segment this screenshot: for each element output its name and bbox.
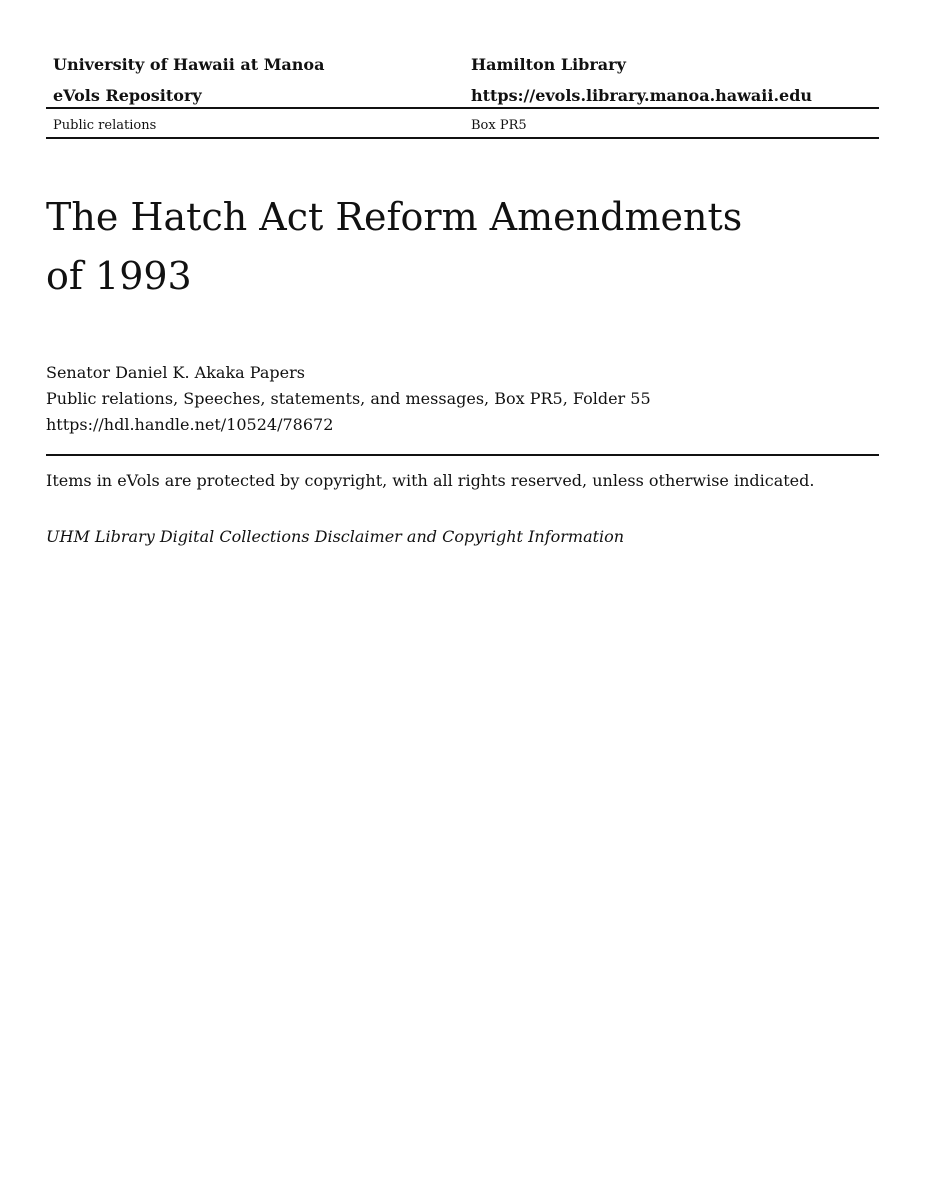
collection-series: Public relations xyxy=(53,118,157,133)
header-divider xyxy=(46,107,879,109)
copyright-notice: Items in eVols are protected by copyright, with all rights reserved, unless otherwise indicated. xyxy=(46,471,815,490)
disclaimer-link[interactable]: UHM Library Digital Collections Disclaimer and Copyright Information xyxy=(46,527,625,546)
metadata-divider xyxy=(46,454,879,456)
document-title: The Hatch Act Reform Amendments of 1993 xyxy=(46,195,743,298)
collection-name: Senator Daniel K. Akaka Papers xyxy=(46,363,305,382)
repository-url-link[interactable]: https://evols.library.manoa.hawaii.edu xyxy=(471,86,813,105)
library-name: Hamilton Library xyxy=(471,55,626,74)
subrow-divider xyxy=(46,137,879,139)
header-row-2 xyxy=(46,83,879,114)
header-row-1 xyxy=(46,52,879,83)
institution-name: University of Hawaii at Manoa xyxy=(53,55,325,74)
repository-name: eVols Repository xyxy=(53,86,202,105)
document-metadata xyxy=(46,360,651,438)
header-table xyxy=(46,52,879,114)
box-label: Box PR5 xyxy=(471,118,527,133)
handle-link[interactable]: https://hdl.handle.net/10524/78672 xyxy=(46,415,334,434)
folder-location: Public relations, Speeches, statements, and messages, Box PR5, Folder 55 xyxy=(46,389,651,408)
header-subrow xyxy=(46,116,879,136)
